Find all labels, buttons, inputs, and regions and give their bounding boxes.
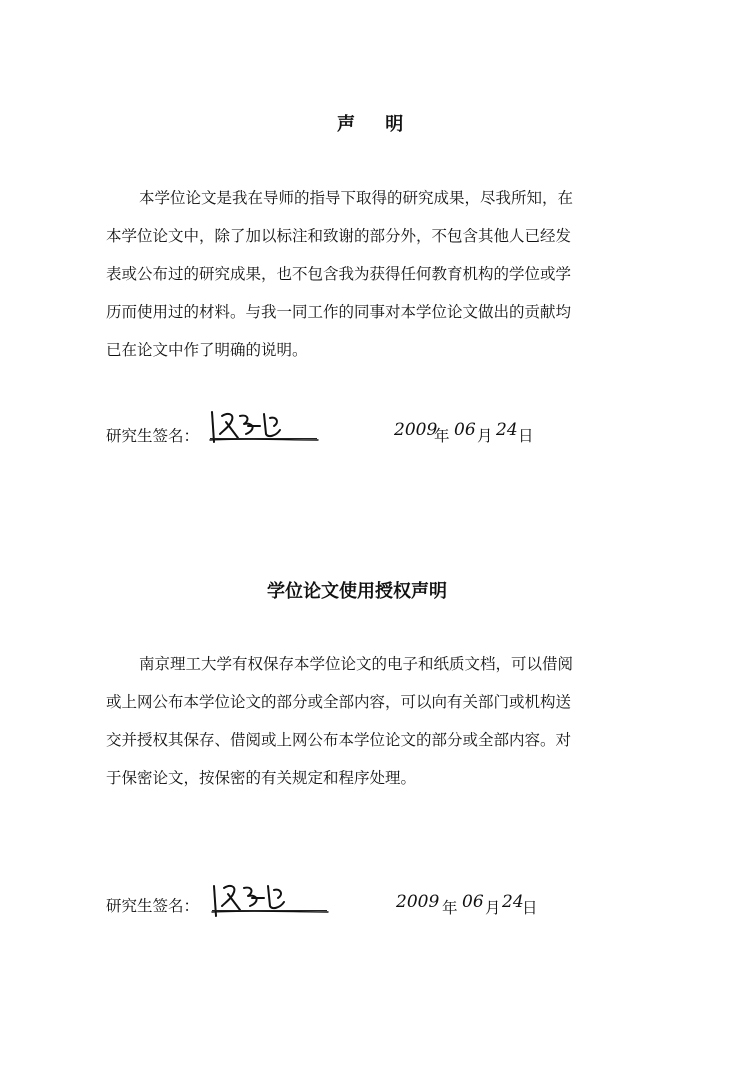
date-unit-month: 月: [485, 899, 501, 917]
paragraph-line: 本学位论文是我在导师的指导下取得的研究成果，尽我所知，在: [139, 189, 574, 207]
authorization-paragraph: [106, 645, 636, 797]
date-unit-year: 年: [442, 899, 458, 917]
handwritten-signature: [204, 876, 334, 920]
handwritten-year: 2009: [396, 892, 440, 912]
paragraph-line: 南京理工大学有权保存本学位论文的电子和纸质文档，可以借阅: [139, 655, 574, 673]
signature-label: 研究生签名：: [106, 897, 200, 915]
paragraph-line: 表或公布过的研究成果，也不包含我为获得任何教育机构的学位或学: [106, 265, 572, 283]
handwritten-day: 24: [502, 892, 524, 912]
handwritten-year: 2009: [394, 420, 438, 440]
signature-label: 研究生签名：: [106, 427, 200, 445]
date-unit-day: 日: [522, 899, 538, 917]
paragraph-line: 历而使用过的材料。与我一同工作的同事对本学位论文做出的贡献均: [106, 303, 572, 321]
date-unit-year: 年: [434, 427, 450, 445]
date-unit-day: 日: [518, 427, 534, 445]
paragraph-line: 或上网公布本学位论文的部分或全部内容，可以向有关部门或机构送: [106, 693, 572, 711]
declaration-title: 声 明: [337, 114, 416, 135]
paragraph-line: 本学位论文中，除了加以标注和致谢的部分外，不包含其他人已经发: [106, 227, 572, 245]
paragraph-line: 已在论文中作了明确的说明。: [106, 341, 308, 359]
paragraph-line: 交并授权其保存、借阅或上网公布本学位论文的部分或全部内容。对: [106, 731, 572, 749]
signature-underline: [210, 438, 317, 439]
handwritten-month: 06: [462, 892, 484, 912]
handwritten-signature: [204, 404, 324, 448]
handwritten-month: 06: [454, 420, 476, 440]
paragraph-line: 于保密论文，按保密的有关规定和程序处理。: [106, 769, 417, 787]
handwritten-day: 24: [496, 420, 518, 440]
declaration-paragraph: [106, 179, 636, 369]
date-unit-month: 月: [477, 427, 493, 445]
authorization-title: 学位论文使用授权声明: [267, 581, 447, 602]
signature-underline: [212, 910, 327, 911]
